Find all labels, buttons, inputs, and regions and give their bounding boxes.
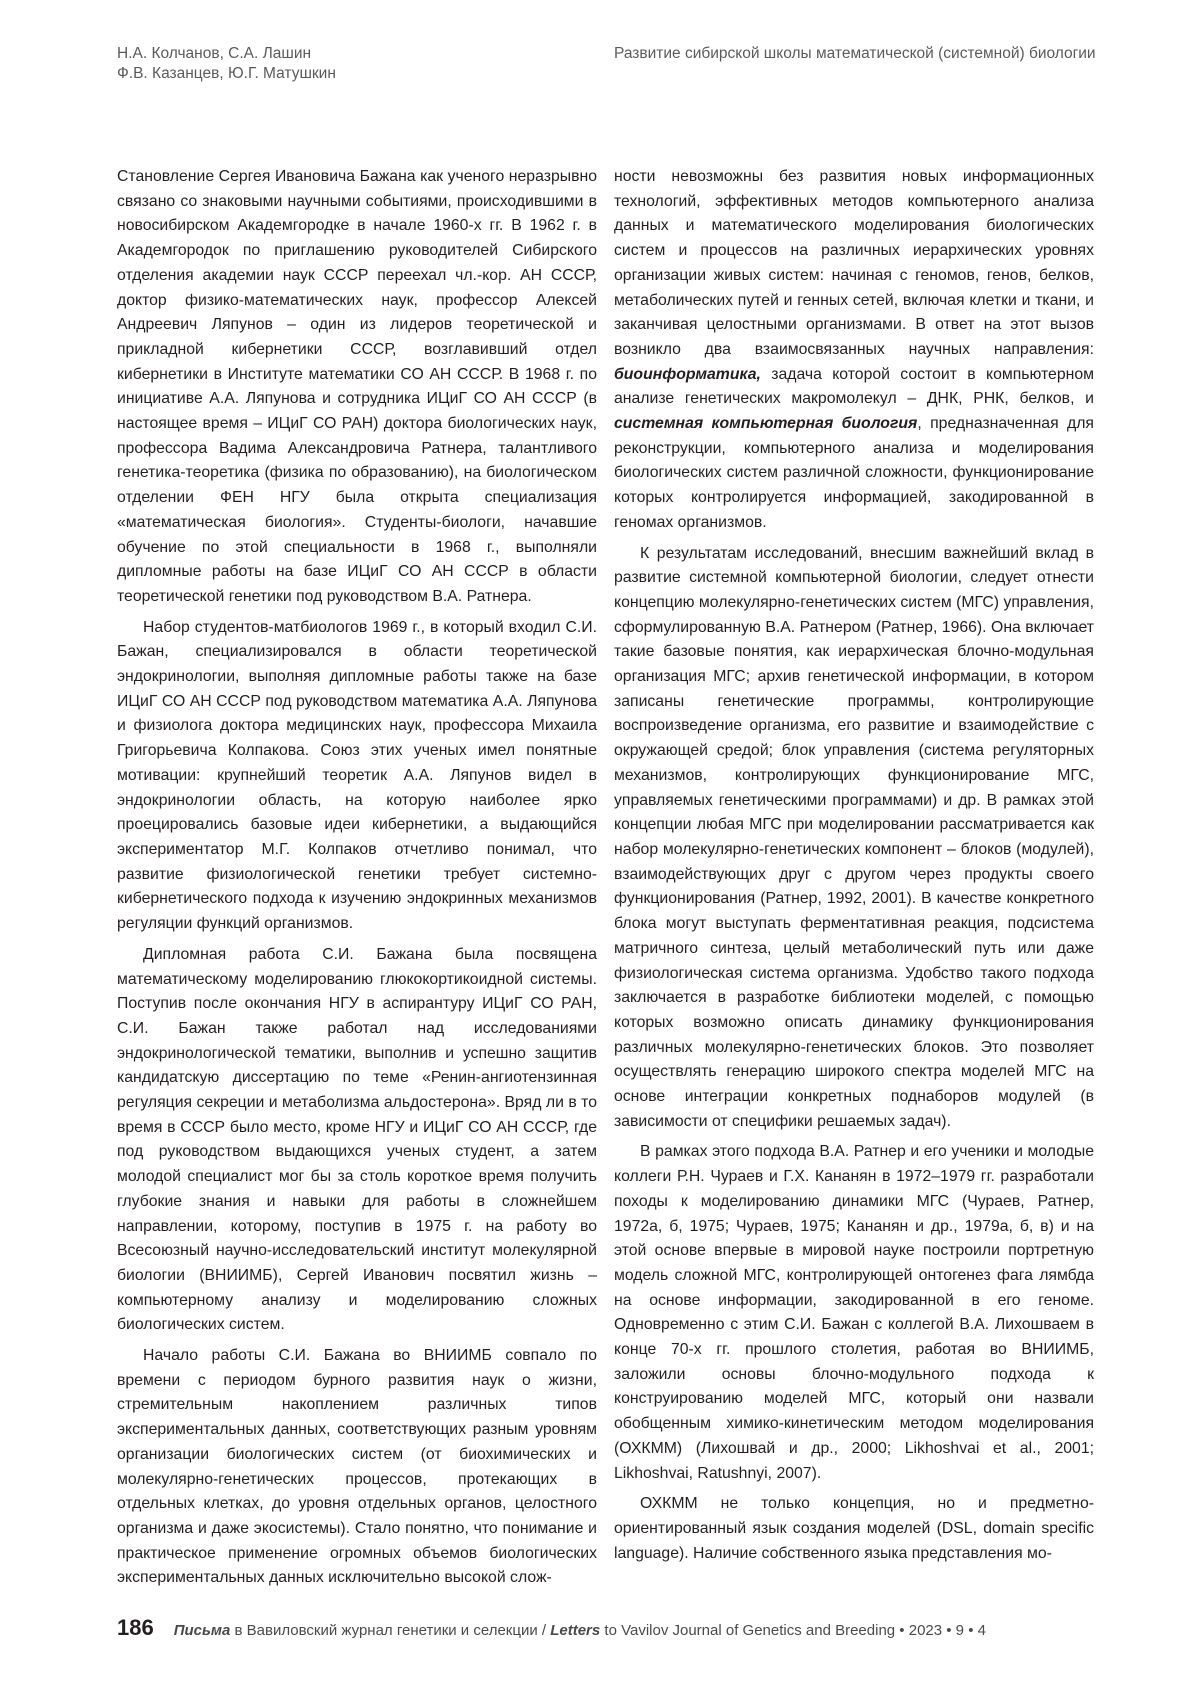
page-number: 186 — [117, 1615, 154, 1640]
paragraph: ОХКММ не только концепция, но и предметно-ориентированный язык создания моделей (DSL, domain specific language). Наличие собственного языка представления мо- — [614, 1495, 1094, 1562]
running-title: Развитие сибирской школы математической (системной) биологии — [614, 45, 1096, 62]
right-column — [614, 165, 1094, 1566]
paragraph: К результатам исследований, внесшим важнейший вклад в развитие системной компьютерной биологии, следует отнести концепцию молекулярно-генетических систем (МГС) управления, сформулированную В.А. Ратнером (Ратнер, 1966). Она включает такие базовые понятия, как иерархическая блочно-модульная организация МГС; архив генетической информации, в котором записаны генетические программы, контролирующие воспроизведение организма, его развитие и взаимодействие с окружающей средой; блок управления (система регуляторных механизмов, контролирующих функционирование МГС, управляемых генетическими программами) и др. В рамках этой концепции любая МГС при моделировании рассматривается как набор молекулярно-генетических компонент – блоков (модулей), взаимодействующих друг с другом через продукты своего функционирования (Ратнер, 1992, 2001). В качестве конкретного блока могут выступать ферментативная реакция, подсистема матричного синтеза, целый метаболический путь или даже физиологическая система организма. Удобство такого подхода заключается в разработке библиотеки моделей, с помощью которых возможно описать динамику функционирования различных молекулярно-генетических блоков. Это позволяет осуществлять генерацию широкого спектра моделей МГС на основе интеграции конкретных поднаборов модулей (в зависимости от специфики решаемых задач). — [614, 544, 1094, 1130]
text-run: , предназначенная для реконструкции, компьютерного анализа и моделирования биологических систем различной сложности, функционирование которых контролируется информацией, закодированной в геномах организмов. — [614, 415, 1094, 531]
text-run: задача которой состоит в компьютерном анализе генетических макромолекул – ДНК, РНК, белков, и — [614, 365, 1094, 408]
paragraph: Становление Сергея Ивановича Бажана как ученого неразрывно связано со знаковыми научными событиями, происходившими в новосибирском Академгородке в начале 1960-х гг. В 1962 г. в Академгородок по приглашению руководителей Сибирского отделения академии наук СССР переехал чл.-кор. АН СССР, доктор физико-математических наук, профессор Алексей Андреевич Ляпунов – один из лидеров теоретической и прикладной кибернетики СССР, возглавивший отдел кибернетики в Институте математики СО АН СССР. В 1968 г. по инициативе А.А. Ляпунова и сотрудника ИЦиГ СО АН СССР (в настоящее время – ИЦиГ СО РАН) доктора биологических наук, профессора Вадима Александровича Ратнера, талантливого генетика-теоретика (физика по образованию), на биологическом отделении ФЕН НГУ была открыта специализация «математическая биология». Студенты-биологи, начавшие обучение по этой специальности в 1968 г., выполняли дипломные работы на базе ИЦиГ СО АН СССР в области теоретической генетики под руководством В.А. Ратнера. — [117, 168, 597, 605]
paragraph: Набор студентов-матбиологов 1969 г., в который входил С.И. Бажан, специализировался в области теоретической эндокринологии, выполняя дипломные работы также на базе ИЦиГ СО АН СССР под руководством математика А.А. Ляпунова и физиолога доктора медицинских наук, профессора Михаила Григорьевича Колпакова. Союз этих ученых имел понятные мотивации: крупнейший теоретик А.А. Ляпунов видел в эндокринологии область, на которую наиболее ярко проецировались базовые идеи кибернетики, а выдающийся экспериментатор М.Г. Колпаков отчетливо понимал, что развитие физиологической генетики требует системно-кибернетического подхода к изучению эндокринных механизмов регуляции функций организмов. — [117, 618, 597, 933]
left-column — [117, 165, 597, 1591]
page-footer — [117, 1617, 1117, 1642]
journal-ru-name: в Вавиловский журнал генетики и селекции / — [230, 1622, 551, 1639]
paragraph: Начало работы С.И. Бажана во ВНИИМБ совпало по времени с периодом бурного развития наук о жизни, стремительным накоплением различных типов экспериментальных данных, соответствующих разным уровням организации биологических систем (от биохимических и молекулярно-генетических процессов, протекающих в отдельных клетках, до уровня отдельных органов, целостного организма и даже экосистемы). Стало понятно, что понимание и практическое применение огромных объемов биологических экспериментальных данных исключительно высокой слож- — [117, 1347, 597, 1587]
term-systems-biology: системная компьютерная биология — [614, 415, 918, 433]
paragraph — [614, 165, 1094, 536]
term-bioinformatics: биоинформатика, — [614, 365, 761, 383]
paragraph: Дипломная работа С.И. Бажана была посвящена математическому моделированию глюкокортикоидной системы. Поступив после окончания НГУ в аспирантуру ИЦиГ СО РАН, С.И. Бажан также работал над исследованиями эндокринологической тематики, выполнив и успешно защитив кандидатскую диссертацию по теме «Ренин-ангиотензинная регуляция секреции и метаболизма альдостерона». Вряд ли в то время в СССР было место, кроме НГУ и ИЦиГ СО АН СССР, где под руководством выдающихся ученых студент, а затем молодой специалист мог бы за столь короткое время получить глубокие знания и навыки для работы в сложнейшем направлении, которому, поступив в 1975 г. на работу во Всесоюзный научно-исследовательский институт молекулярной биологии (ВНИИМБ), Сергей Иванович посвятил жизнь – компьютерному анализу и моделированию сложных биологических систем. — [117, 945, 597, 1334]
journal-ru-lead: Письма — [173, 1622, 231, 1639]
authors-line-1: Н.А. Колчанов, С.А. Лашин — [117, 45, 312, 62]
journal-en-name: to Vavilov Journal of Genetics and Breeding — [600, 1622, 896, 1639]
journal-issue: • 2023 • 9 • 4 — [895, 1622, 986, 1639]
paragraph: В рамках этого подхода В.А. Ратнер и его ученики и молодые коллеги Р.Н. Чураев и Г.Х. Кананян в 1972–1979 гг. разработали походы к моделированию динамики МГС (Чураев, Ратнер, 1972а, б, 1975; Чураев, 1975; Кананян и др., 1979а, б, в) и на этой основе впервые в мировой науке построили портретную модель сложной МГС, контролирующей онтогенез фага лямбда на основе информации, закодированной в его геноме. Одновременно с этим С.И. Бажан с коллегой В.А. Лихошваем в конце 70-х гг. прошлого столетия, работая во ВНИИМБ, заложили основы блочно-модульного подхода к конструированию моделей МГС, который они назвали обобщенным химико-кинетическим методом моделирования (ОХКММ) (Лихошвай и др., 2000; Likhoshvai et al., 2001; Likhoshvai, Ratushnyi, 2007). — [614, 1143, 1094, 1482]
running-authors — [117, 44, 336, 84]
authors-line-2: Ф.В. Казанцев, Ю.Г. Матушкин — [117, 65, 336, 82]
text-run: ности невозможны без развития новых информационных технологий, эффективных методов компьютерного анализа данных и математического моделирования биологических систем и процессов на различных иерархических уровнях организации живых систем: начиная с геномов, генов, белков, метаболических путей и генных сетей, включая клетки и ткани, и заканчивая целостными организмами. В ответ на этот вызов возникло два взаимосвязанных научных направления: — [614, 168, 1094, 358]
journal-en-lead: Letters — [550, 1622, 601, 1639]
